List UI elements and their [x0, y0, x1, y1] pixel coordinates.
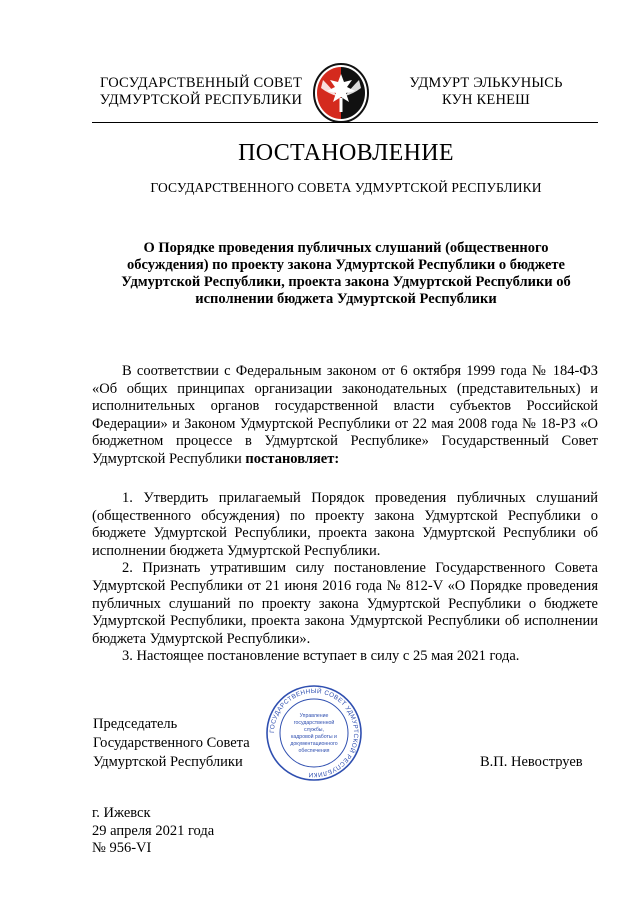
header-right-line2: КУН КЕНЕШ: [441, 92, 531, 108]
stamp-line: государственной: [293, 720, 335, 726]
udmurt-coat-of-arms-icon: [311, 60, 371, 124]
decree-item-3: 3. Настоящее постановление вступает в силу с 25 мая 2021 года.: [122, 648, 520, 665]
preamble-text: В соответствии с Федеральным законом от 6 октября 1999 года № 184-ФЗ «Об общих принципах организации законодательных (представительных) и исполнительных органов государственной власти субъектов Российской Федерации» и Законом Удмуртской Республики от 22 мая 2008 года № 18-РЗ «О бюджетном процессе в Удмуртской Республике» Государственный Совет Удмуртской Республики: [92, 363, 598, 467]
decree-heading-line: обсуждения) по проекту закона Удмуртской Республики о бюджете: [127, 257, 565, 273]
document-date: 29 апреля 2021 года: [92, 822, 215, 839]
header-divider: [92, 122, 598, 123]
signatory-name: В.П. Невоструев: [480, 754, 583, 770]
stamp-line: службы,: [304, 727, 324, 733]
signatory-position-line: Председатель: [93, 716, 178, 732]
header-left-org: [96, 75, 306, 109]
city: г. Ижевск: [92, 805, 151, 821]
stamp-ring-text: ГОСУДАРСТВЕННЫЙ СОВЕТ УДМУРТСКОЙ РЕСПУБЛИКИ: [268, 687, 360, 779]
decree-heading-line: О Порядке проведения публичных слушаний (общественного: [143, 240, 549, 256]
signatory-position-line: Государственного Совета: [93, 735, 250, 751]
decree-heading: [110, 240, 582, 308]
preamble: [92, 363, 598, 469]
decree-item-1: 1. Утвердить прилагаемый Порядок проведения публичных слушаний (общественного обсуждения) по проекту закона Удмуртской Республики о бюджете Удмуртской Республики, проекта закона Удмуртской Республики об исполнении бюджета Удмуртской Республики.: [92, 490, 598, 559]
header-left-line1: ГОСУДАРСТВЕННЫЙ СОВЕТ: [99, 75, 303, 91]
decree-items: [92, 490, 598, 666]
decree-heading-line: Удмуртской Республики, проекта закона Удмуртской Республики об: [121, 274, 571, 290]
header-right-line1: УДМУРТ ЭЛЬКУНЫСЬ: [409, 75, 563, 91]
resolves-colon: :: [334, 450, 340, 467]
header-left-line2: УДМУРТСКОЙ РЕСПУБЛИКИ: [99, 92, 303, 108]
decree-heading-line: исполнении бюджета Удмуртской Республики: [195, 291, 497, 307]
official-stamp: [264, 683, 364, 783]
resolves-word: постановляет: [245, 450, 335, 467]
signatory-position: [93, 715, 293, 772]
header-right-org: [396, 75, 576, 109]
document-number: № 956-VI: [92, 840, 152, 856]
stamp-line: документационного: [290, 741, 338, 747]
preamble-paragraph: [92, 363, 598, 469]
place-date-number: [92, 805, 214, 858]
stamp-line: Управление: [299, 713, 329, 719]
decree-item-2: 2. Признать утратившим силу постановление Государственного Совета Удмуртской Республики от 21 июня 2016 года № 812-V «О Порядке проведения публичных слушаний по проекту закона Удмуртской Республики о бюджете Удмуртской Республики, проекта закона Удмуртской Республики об исполнении бюджета Удмуртской Республики».: [92, 560, 598, 647]
stamp-line: обеспечения: [298, 748, 330, 754]
signatory-position-line: Удмуртской Республики: [93, 754, 243, 770]
document-title: ПОСТАНОВЛЕНИЕ: [238, 140, 454, 166]
stamp-line: кадровой работы и: [291, 734, 337, 740]
document-subtitle: ГОСУДАРСТВЕННОГО СОВЕТА УДМУРТСКОЙ РЕСПУБЛИКИ: [150, 180, 542, 195]
